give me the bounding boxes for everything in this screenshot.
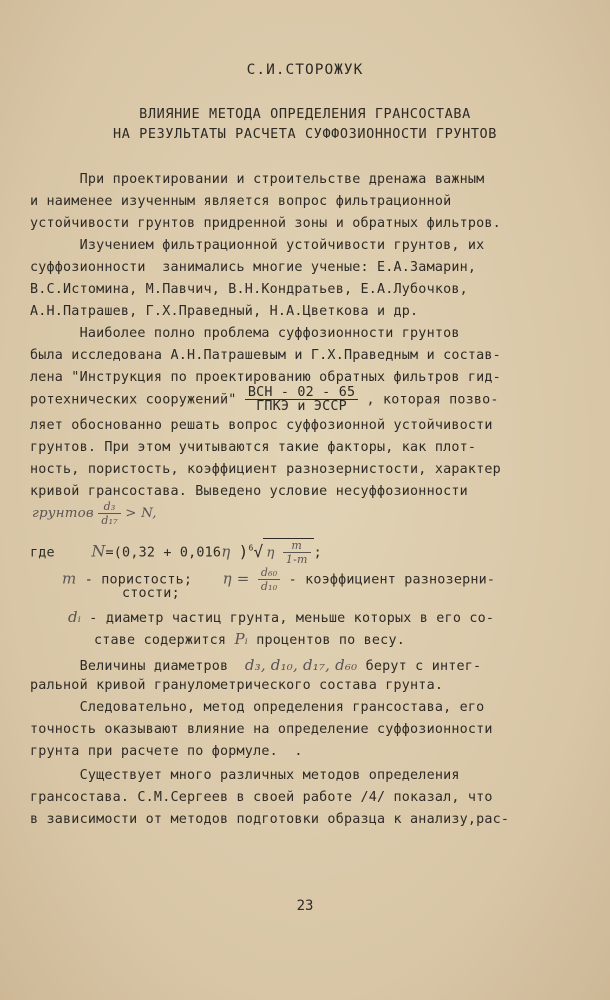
- eta-numerator: d₆₀: [258, 566, 280, 580]
- text-line: Существует много различных методов определения: [30, 768, 460, 783]
- text-line: ность, пористость, коэффициент разнозернистости, характер: [30, 462, 501, 477]
- eta-symbol: η =: [222, 569, 250, 588]
- norm-text-a: ротехнических сооружений": [30, 392, 237, 408]
- di-line: [68, 608, 494, 626]
- di-line-2: [94, 630, 405, 648]
- root-index: 6: [248, 543, 254, 553]
- text-line: Изучением фильтрационной устойчивости грунтов, их: [30, 238, 485, 253]
- text-line: грунтов. При этом учитываются такие факторы, как плот-: [30, 440, 477, 455]
- di-text-a: ставе содержится: [94, 633, 227, 648]
- title-line-2: НА РЕЗУЛЬТАТЫ РАСЧЕТА СУФФОЗИОННОСТИ ГРУНТОВ: [112, 126, 498, 142]
- radicand-numerator: m: [283, 539, 311, 553]
- pi-symbol: Pᵢ: [234, 630, 248, 648]
- diameter-symbols: d₃, d₁₀, d₁₇, d₆₀: [244, 656, 358, 674]
- radicand-eta: η: [266, 545, 275, 561]
- condition-fraction: [98, 500, 120, 527]
- di-text-b: процентов по весу.: [256, 633, 405, 648]
- formula-end: ;: [313, 545, 322, 561]
- condition-word: грунтов: [32, 506, 94, 521]
- text-line: При проектировании и строительстве дренажа важным: [30, 172, 485, 187]
- eta-denominator: d₁₀: [260, 580, 278, 593]
- di-symbol: dᵢ: [68, 608, 82, 626]
- author-name: С.И.СТОРОЖУК: [246, 62, 364, 78]
- formula-line: [30, 538, 322, 566]
- diameters-line: [30, 656, 481, 674]
- norm-fraction: [245, 386, 358, 413]
- condition-relation: > N,: [125, 506, 157, 521]
- text-line: суффозионности занимались многие ученые: Е.А.Замарин,: [30, 260, 477, 275]
- di-text: - диаметр частиц грунта, меньше которых в его со-: [89, 611, 495, 626]
- condition-formula: [32, 500, 157, 527]
- condition-denominator: d₁₇: [101, 514, 118, 527]
- radicand-fraction: [283, 539, 311, 566]
- diameters-text-b: берут с интег-: [365, 659, 482, 674]
- eta-text: - коэффициент разнозерни-: [288, 572, 496, 588]
- text-line: и наименее изученным является вопрос фильтрационной: [30, 194, 452, 209]
- text-line: Наиболее полно проблема суффозионности грунтов: [30, 326, 460, 341]
- norm-numerator: ВСН - 02 - 65: [245, 386, 358, 400]
- text-line: кривой грансостава. Выведено условие несуффозионности: [30, 484, 468, 499]
- m-symbol: m: [62, 569, 77, 588]
- text-line: была исследована А.Н.Патрашевым и Г.Х.Праведным и состав-: [30, 348, 501, 363]
- formula-n: N: [91, 541, 106, 561]
- eta-fraction: [258, 566, 280, 593]
- text-line: А.Н.Патрашев, Г.Х.Праведный, Н.А.Цветкова и др.: [30, 304, 419, 319]
- text-line: Следовательно, метод определения грансостава, его: [30, 700, 485, 715]
- text-line: устойчивости грунтов придренной зоны и обратных фильтров.: [30, 216, 501, 231]
- where-label: где: [30, 545, 55, 561]
- text-line: грансостава. С.М.Сергеев в своей работе /4/ показал, что: [30, 790, 493, 805]
- text-line: точность оказывают влияние на определение суффозионности: [30, 722, 493, 737]
- title-line-1: ВЛИЯНИЕ МЕТОДА ОПРЕДЕЛЕНИЯ ГРАНСОСТАВА: [139, 106, 471, 122]
- norm-line: [30, 386, 499, 413]
- radicand-denominator: 1-m: [285, 553, 308, 566]
- condition-numerator: d₃: [98, 500, 120, 514]
- norm-denominator: ГПКЭ и ЭССР: [256, 399, 347, 414]
- text-line: в зависимости от методов подготовки образца к анализу,рас-: [30, 812, 510, 827]
- text-line: В.С.Истомина, М.Павчич, В.Н.Кондратьев, Е.А.Лубочков,: [30, 282, 468, 297]
- text-line: ральной кривой гранулометрического состава грунта.: [30, 678, 444, 693]
- diameters-text-a: Величины диаметров: [30, 659, 229, 674]
- text-line: грунта при расчете по формуле. .: [30, 744, 303, 759]
- text-line: лена "Инструкция по проектированию обратных фильтров гид-: [30, 370, 501, 385]
- porosity-text: - пористость;: [84, 572, 193, 588]
- norm-text-b: , которая позво-: [366, 392, 499, 408]
- root-radicand: [263, 538, 313, 566]
- text-line: стости;: [122, 586, 180, 601]
- formula-mid: =(0,32 + 0,016: [105, 545, 222, 561]
- root-icon: )$^6$√: [238, 541, 264, 561]
- page-number: 23: [296, 898, 314, 914]
- article-title: [60, 104, 550, 144]
- text-line: ляет обоснованно решать вопрос суффозионной устойчивости: [30, 418, 493, 433]
- formula-eta: η: [221, 542, 231, 561]
